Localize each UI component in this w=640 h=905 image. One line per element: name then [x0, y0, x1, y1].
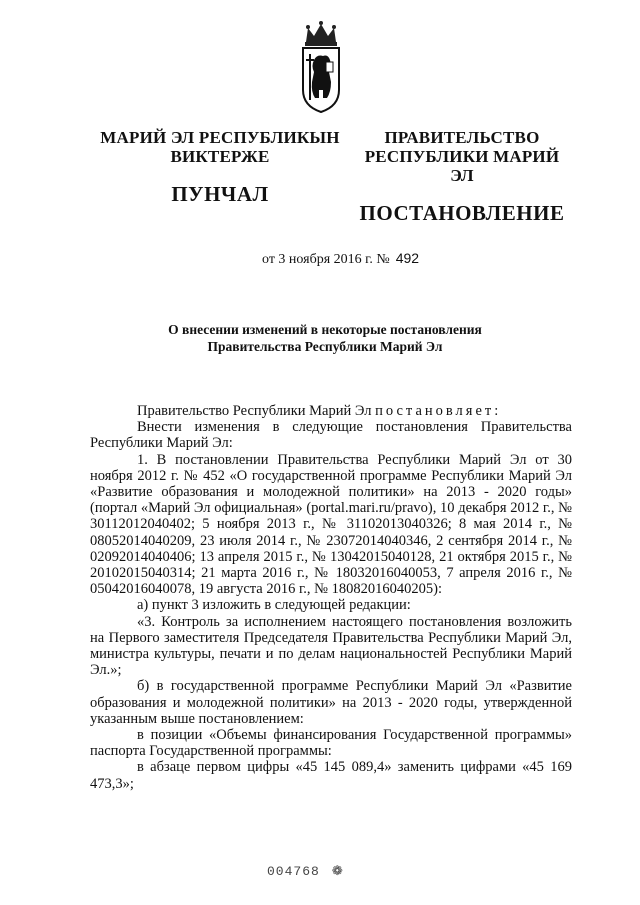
- header-left-line2: ВИКТЕРЖЕ: [170, 147, 270, 166]
- body-paragraph-figures: в абзаце первом цифры «45 145 089,4» заменить цифрами «45 169 473,3»;: [90, 759, 572, 792]
- header-left-act-type: ПУНЧАЛ: [171, 182, 269, 206]
- header-right-act-type: ПОСТАНОВЛЕНИЕ: [359, 201, 565, 225]
- document-date-line: [262, 250, 419, 268]
- flower-mark-icon: ❁: [331, 864, 344, 879]
- body-paragraph-item-1b: б) в государственной программе Республики Марий Эл «Развитие образования и молодежной политики» на 2013 - 2020 годы, утвержденной указанным выше постановлением:: [90, 678, 572, 727]
- document-title-line2: Правительства Республики Марий Эл: [207, 339, 443, 354]
- document-title-line1: О внесении изменений в некоторые постановления: [168, 322, 482, 337]
- body-paragraph-quote-3: «3. Контроль за исполнением настоящего постановления возложить на Первого заместителя Председателя Правительства Республики Марий Эл, министра культуры, печати и по делам национальностей Республики Марий Эл.»;: [90, 613, 572, 679]
- document-date: от 3 ноября 2016 г. №: [262, 252, 390, 267]
- header-right-line2: РЕСПУБЛИКИ МАРИЙ ЭЛ: [364, 147, 560, 185]
- document-number: 492: [395, 250, 420, 266]
- document-body: [90, 403, 572, 792]
- coat-of-arms-icon: [297, 20, 345, 116]
- body-paragraph-preamble: [90, 403, 572, 419]
- blank-serial-number: 004768: [267, 864, 320, 879]
- preamble-verb: постановляет:: [375, 403, 502, 419]
- body-paragraph-intro: Внести изменения в следующие постановления Правительства Республики Марий Эл:: [90, 419, 572, 452]
- page-footer: [267, 864, 344, 879]
- header-right-russian: [352, 128, 572, 225]
- header-left-marii: [100, 128, 340, 206]
- header-right-line1: ПРАВИТЕЛЬСТВО: [384, 128, 540, 147]
- body-paragraph-item-1: 1. В постановлении Правительства Республики Марий Эл от 30 ноября 2012 г. № 452 «О государственной программе Республики Марий Эл «Развитие образования и молодежной политики» на 2013 - 2020 годы» (портал «Марий Эл официальная» (portal.mari.ru/pravo), 10 декабря 2012 г., № 30112012040402; 5 ноября 2013 г., № 31102013040326; 8 мая 2014 г., № 08052014040209, 23 июля 2014 г., № 23072014040346, 2 сентября 2014 г., № 02092014040406; 13 апреля 2015 г., № 13042015040128, 21 октября 2015 г., № 20102015040314; 21 марта 2016 г., № 18032016040053, 7 апреля 2016 г., № 05042016040078, 19 августа 2016 г., № 18082016040205):: [90, 451, 572, 598]
- preamble-subject: Правительство Республики Марий Эл: [137, 403, 376, 419]
- header-left-line1: МАРИЙ ЭЛ РЕСПУБЛИКЫН: [100, 128, 340, 147]
- body-paragraph-position: в позиции «Объемы финансирования Государственной программы» паспорта Государственной программы:: [90, 727, 572, 760]
- body-paragraph-item-1a: а) пункт 3 изложить в следующей редакции:: [137, 597, 411, 614]
- document-title: [90, 321, 560, 355]
